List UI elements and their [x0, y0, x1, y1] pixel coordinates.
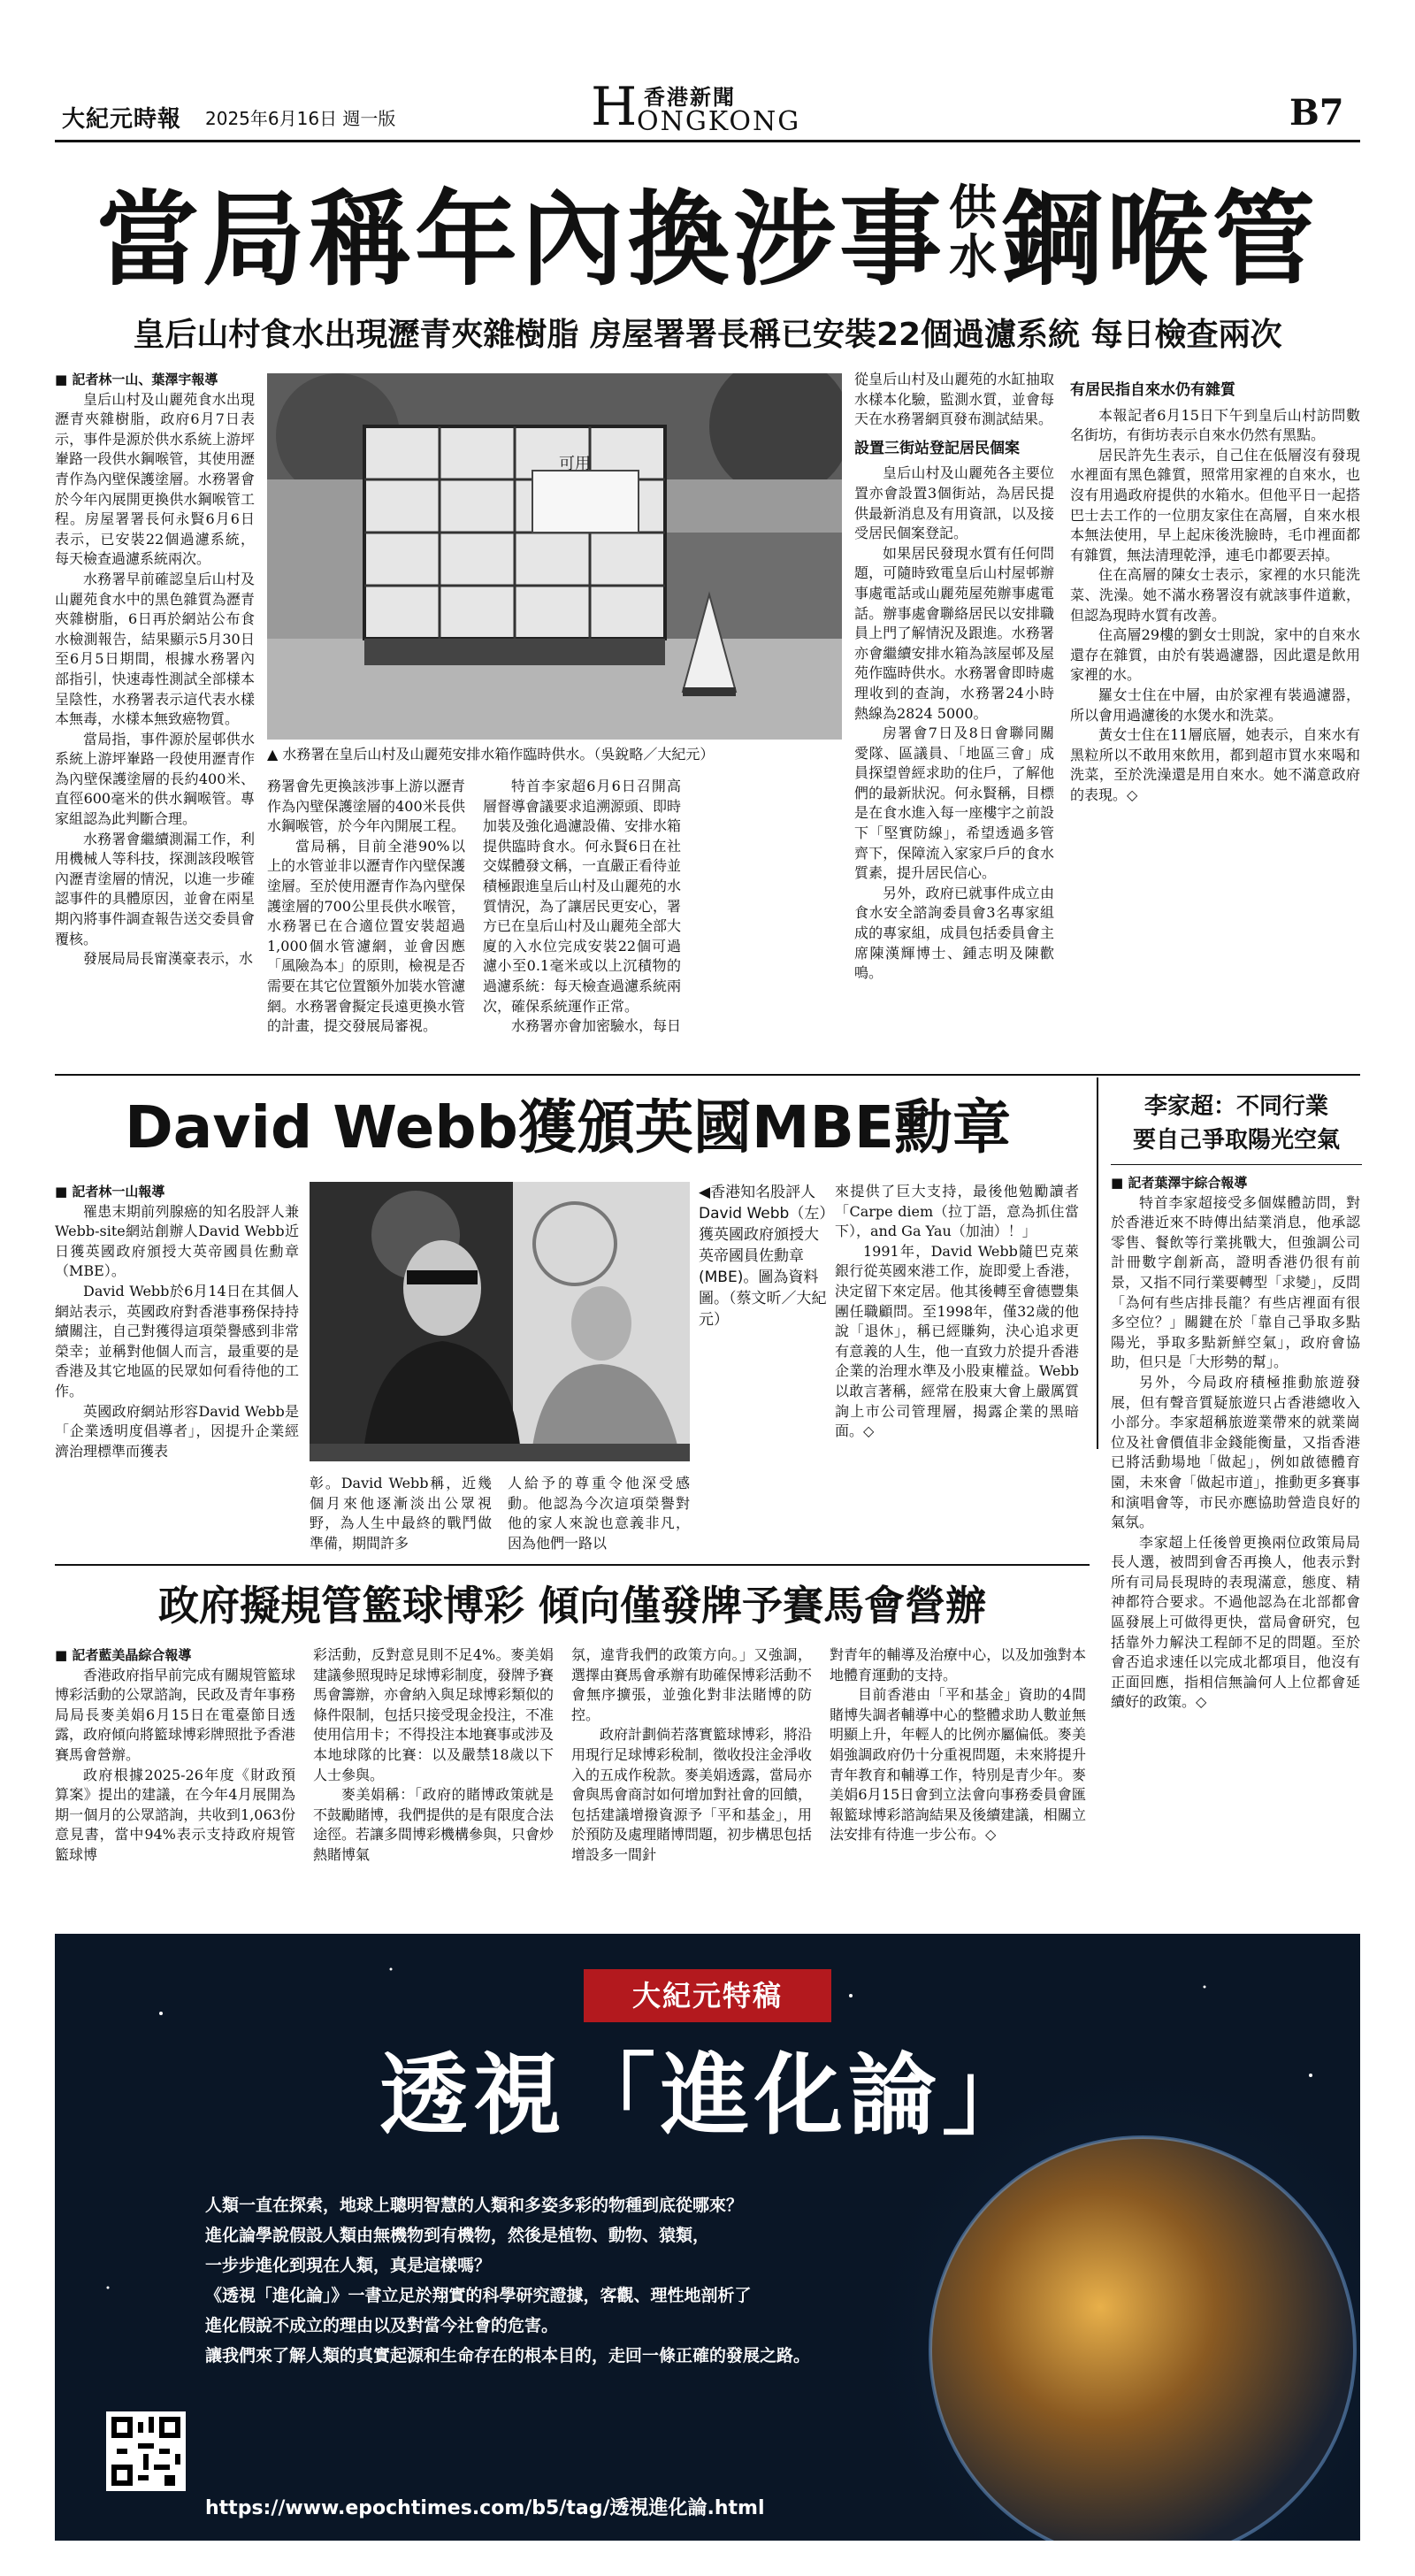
- paragraph: 罹患末期前列腺癌的知名股評人兼Webb-site網站創辦人David Webb近日獲英國政府頒授大英帝國員佐勳章（MBE）。: [55, 1202, 299, 1280]
- column-divider-vertical: [1097, 1077, 1098, 1449]
- ad-body: [205, 2190, 1001, 2371]
- paragraph: 水務署會繼續測漏工作，利用機械人等科技，探測該段喉管內瀝青塗層的情況，以進一步確認事件的具體原因，並會在兩星期內將事件調查報告送交委員會覆核。: [55, 830, 255, 947]
- issue-date: 2025年6月16日 週一版: [205, 108, 396, 129]
- page-number: B7: [1289, 92, 1344, 134]
- paragraph: 人給予的尊重令他深受感動。他認為今次這項榮譽對他的家人來說也意義非凡，因為他們一路以: [508, 1475, 690, 1552]
- paragraph: 皇后山村及山麗苑食水出現瀝青夾雜樹脂，政府6月7日表示，事件是源於供水系統上游坪輋路一段供水鋼喉管，其使用瀝青作為內壁保護塗層。水務署會於今年內展開更換供水鋼喉管工程。房屋署署長何永賢6月6日表示，已安裝22個過濾系統，每天檢查過濾系統兩次。: [55, 390, 255, 568]
- paragraph: 皇后山村及山麗苑各主要位置亦會設置3個街站，為居民提供最新消息及有用資訊，以及接受居民個案登記。: [854, 464, 1054, 542]
- paragraph: 從皇后山村及山麗苑的水缸抽取水樣本化驗，監測水質，並會每天在水務署網頁發布測試結果。: [854, 371, 1054, 428]
- paragraph: 香港政府指早前完成有關規管籃球博彩活動的公眾諮詢，民政及青年事務局局長麥美娟6月15日在電臺節目透露，政府傾向將籃球博彩牌照批予香港賽馬會營辦。: [55, 1666, 296, 1763]
- webb-photo-caption: ◀香港知名股評人David Webb（左）獲英國政府頒授大英帝國員佐勳章(MBE)。圖為資料圖。（蔡文昕／大紀元）: [699, 1184, 827, 1329]
- paragraph: 當局指，事件源於屋邨供水系統上游坪輋路一段使用瀝青作為內壁保護塗層的長約400米、直徑600毫米的供水鋼喉管。專家組認為此判斷合理。: [55, 730, 255, 828]
- paragraph: 特首李家超6月6日召開高層督導會議要求追溯源頭、即時加裝及強化過濾設備、安排水箱提供臨時食水。何永賢6日在社交媒體發文稱，一直嚴正看待並積極跟進皇后山村及山麗苑的水質情況，為了讓居民更安心，署方已在皇后山村及山麗苑全部大廈的入水位完成安裝22個可過濾小至0.1毫米或以上沉積物的過濾系統：每天檢查過濾系統兩次，確保系統運作正常。: [483, 778, 682, 1015]
- paragraph: 目前香港由「平和基金」資助的4間賭博失調者輔導中心的整體求助人數並無明顯上升，年輕人的比例亦屬偏低。麥美娟強調政府仍十分重視問題，未來將提升青年教育和輔導工作，特別是青少年。麥美娟6月15日會到立法會向事務委員會匯報籃球博彩諮詢結果及後續建議，相關立法安排有待進一步公布。◇: [830, 1686, 1086, 1844]
- webb-column-1: [55, 1182, 299, 1500]
- webb-photo-illustration: [310, 1182, 690, 1461]
- ad-body-line: 讓我們來了解人類的真實起源和生命存在的根本目的，走回一條正確的發展之路。: [205, 2346, 811, 2365]
- webb-column-4: [835, 1182, 1079, 1553]
- tank-sign-text: 可用: [559, 455, 591, 473]
- paragraph: 李家超上任後曾更換兩位政策局局長人選，被問到會否再換人，他表示對所有司局長現時的表現滿意，態度、精神都符合要求。不過他認為在北部都會區發展上可做得更快，當局會研究，包括靠外力解決工程師不足的問題。至於會否追求速任以完成北都項目，他沒有正面回應，指相信無論何人上位都會延續好的政策。◇: [1111, 1533, 1360, 1711]
- lead-headline: [0, 157, 1415, 300]
- paragraph: 氛，違背我們的政策方向。」又強調，選擇由賽馬會承辦有助確保博彩活動不會無序擴張，並強化對非法賭博的防控。: [571, 1646, 813, 1723]
- lead-column-3: [483, 777, 681, 1051]
- webb-column-3: [508, 1474, 690, 1553]
- section-title-en: ONGKONG: [637, 106, 801, 137]
- lead-headline-part2: 鋼喉管: [1000, 180, 1319, 300]
- paragraph: 政府計劃倘若落實籃球博彩，將沿用現行足球博彩稅制，徵收投注金淨收入的五成作稅款。麥美娟透露，當局亦會與馬會商討如何增加對社會的回饋，包括建議增撥資源予「平和基金」，用於預防及處理賭博問題，初步構思包括增設多一間針: [571, 1726, 813, 1863]
- paragraph: 發展局局長甯漢豪表示，水: [83, 950, 254, 968]
- ad-body-line: 人類一直在探索，地球上聰明智慧的人類和多姿多彩的物種到底從哪來？: [205, 2196, 744, 2215]
- section-divider: [55, 1074, 1360, 1076]
- webb-photo: [310, 1182, 690, 1461]
- paragraph: 特首李家超接受多個媒體訪問，對於香港近來不時傳出結業消息，他承認零售、餐飲等行業挑戰大，但強調公司計冊數字創新高，證明香港仍很有前景，又指不同行業要轉型「求變」，反問「為何有些店排長龍？有些店裡面有很多空位？」關鍵在於「靠自己爭取多點陽光，爭取多點新鮮空氣」，政府會協助，但只是「大形勢的幫」。: [1111, 1193, 1360, 1371]
- masthead-rule: [55, 140, 1360, 142]
- paragraph: 政府根據2025-26年度《財政預算案》提出的建議，在今年4月展開為期一個月的公眾諮詢，共收到1,063份意見書，當中94%表示支持政府規管籃球博: [55, 1766, 295, 1863]
- qr-code-icon: [111, 2417, 180, 2486]
- lead-headline-small-top: 供: [949, 178, 997, 235]
- section-title-cn: 香港新聞: [644, 85, 736, 110]
- webb-byline: ■ 記者林一山報導: [55, 1184, 165, 1200]
- water-tank-illustration: [267, 373, 842, 740]
- bet-byline: ■ 記者藍美晶綜合報導: [55, 1647, 192, 1663]
- paragraph: 當局稱，目前全港90%以上的水管並非以瀝青作內壁保護塗層。至於使用瀝青作為內壁保護塗層的700公里長供水喉管，水務署已在合適位置安裝超過1,000個水管濾網，並會因應「風險為本」的原則，檢視是否需要在其它位置額外加裝水管濾網。水務署會擬定長遠更換水管的計畫，提交發展局審視。: [267, 837, 466, 1035]
- paragraph: 麥美娟稱：「政府的賭博政策就是不鼓勵賭博，我們提供的是有限度合法途徑。若讓多間博彩機構參與，只會炒熱賭博氣: [313, 1786, 555, 1863]
- side-headline: [1111, 1090, 1362, 1157]
- paragraph: 水務署早前確認皇后山村及山麗苑食水中的黑色雜質為瀝青夾雜樹脂，6日再於網站公布食水檢測報告，結果顯示5月30日至6月5日期間，根據水務署內部指引，快速毒性測試全部樣本呈陰性，水務署表示這代表水樣本無毒，水樣本無致癌物質。: [55, 570, 255, 728]
- lead-headline-stack: [949, 178, 997, 285]
- bet-column-1: [55, 1645, 295, 1911]
- paragraph: 彰。David Webb稱，近幾個月來他逐漸淡出公眾視野，為人生中最終的戰鬥做準備，期間許多: [310, 1475, 492, 1552]
- paragraph: 英國政府網站形容David Webb是「企業透明度倡導者」，因提升企業經濟治理標準而獲表: [55, 1402, 299, 1460]
- paragraph: 本報記者6月15日下午到皇后山村訪問數名街坊，有街坊表示自來水仍然有黑點。: [1070, 406, 1360, 444]
- ad-title: 透視「進化論」: [379, 2043, 1036, 2147]
- paragraph: 1991年，David Webb隨巴克萊銀行從英國來港工作，旋即愛上香港，決定留下來定居。他其後轉至會德豐集團任職顧問。至1998年，僅32歲的他說「退休」，稱已經賺夠，決心追求更有意義的人生，他一直致力於提升香港企業的治理水準及小股東權益。Webb以敢言著稱，經常在股東大會上嚴厲質詢上市公司管理層，揭露企業的黑暗面。◇: [835, 1242, 1079, 1440]
- bet-headline: 政府擬規管籃球博彩 傾向僅發牌予賽馬會營辦: [157, 1582, 986, 1629]
- section-letter-h: H: [591, 76, 638, 138]
- paragraph: 羅女士住在中層，由於家裡有裝過濾器，所以會用過濾後的水煲水和洗菜。: [1070, 686, 1360, 724]
- lead-column-1: [55, 370, 255, 1051]
- paragraph: 另外，政府已就事件成立由食水安全諮詢委員會3名專家組成的專家組，成員包括委員會主席陳漢輝博士、鍾志明及陳歡鳴。: [854, 884, 1054, 982]
- paragraph: 彩活動，反對意見則不足4%。麥美娟建議參照現時足球博彩制度，發牌予賽馬會籌辦，亦會納入與足球博彩類似的條件限制，包括只接受現金投注，不准使用信用卡；不得投注本地賽事或涉及本地球隊的比賽：以及嚴禁18歲以下人士參與。: [313, 1646, 555, 1783]
- lead-subheading-residents: 有居民指自來水仍有雜質: [1070, 381, 1235, 399]
- bet-column-3: [571, 1645, 812, 1911]
- ad-body-line: 進化論學說假設人類由無機物到有機物，然後是植物、動物、猿類，: [205, 2226, 710, 2245]
- webb-headline: David Webb獲頒英國MBE勳章: [125, 1093, 1011, 1162]
- side-headline-line1: 李家超：不同行業: [1143, 1093, 1328, 1120]
- bet-column-4: [830, 1645, 1086, 1911]
- side-headline-rule: [1111, 1164, 1362, 1165]
- paragraph: 如果居民發現水質有任何問題，可隨時致電皇后山村屋邨辦事處電話或山麗苑屋苑辦事處電話。辦事處會聯絡居民以安排職員上門了解情況及跟進。水務署亦會繼續安排水箱為該屋邨及屋苑作臨時供水。水務署會即時處理收到的查詢，水務署24小時熱線為2824 5000。: [854, 544, 1054, 722]
- lead-photo: [267, 373, 842, 740]
- side-column: [1111, 1173, 1360, 1934]
- paragraph: 水務署亦會加密驗水，每日: [511, 1017, 682, 1035]
- side-byline: ■ 記者葉澤宇綜合報導: [1111, 1175, 1248, 1191]
- paragraph: 對青年的輔導及治療中心，以及加強對本地體育運動的支持。: [830, 1646, 1086, 1683]
- paragraph: 住在高層的陳女士表示，家裡的水只能洗菜、洗澡。她不滿水務署沒有就該事件道歉，但認為現時水質有改善。: [1070, 566, 1360, 624]
- lead-headline-small-bottom: 水: [949, 227, 997, 285]
- ad-body-line: 一步步進化到現在人類，真是這樣嗎？: [205, 2256, 492, 2275]
- lead-headline-part1: 當局稱年內換涉事: [96, 180, 945, 300]
- paragraph: David Webb於6月14日在其個人網站表示，英國政府對香港事務保持持續關注，自己對獲得這項榮譽感到非常榮幸；並稱對他個人而言，最重要的是香港及其它地區的民眾如何看待他的工作。: [55, 1282, 299, 1399]
- ad-body-line: 進化假說不成立的理由以及對當今社會的危害。: [205, 2316, 559, 2335]
- paragraph: 另外，今局政府積極推動旅遊發展，但有聲音質疑旅遊只占香港總收入小部分。李家超稱旅遊業帶來的就業崗位及社會價值非金錢能衡量，又指香港已將活動場地「做起」，例如啟德體育園，未來會「做起市道」，推動更多賽事和演唱會等，市民亦應協助營造良好的氣氛。: [1111, 1373, 1360, 1531]
- lead-subhead: 皇后山村食水出現瀝青夾雜樹脂 房屋署署長稱已安裝22個過濾系統 每日檢查兩次: [133, 317, 1282, 353]
- lead-column-4: [854, 370, 1054, 1051]
- paragraph: 住高層29樓的劉女士則說，家中的自來水還存在雜質，由於有裝過濾器，因此還是飲用家裡的水。: [1070, 626, 1360, 684]
- lead-column-5: [1070, 380, 1360, 1053]
- section-divider: [55, 1564, 1090, 1566]
- section-logo: [591, 76, 883, 138]
- lead-byline: ■ 記者林一山、葉澤宇報導: [55, 372, 218, 387]
- paragraph: 來提供了巨大支持，最後他勉勵讀者「Carpe diem（拉丁語，意為抓住當下），and Ga Yau（加油）！」: [835, 1183, 1079, 1240]
- ad-body-line: 《透視「進化論」》一書立足於翔實的科學研究證據，客觀、理性地剖析了: [205, 2286, 752, 2305]
- paragraph: 務署會先更換該涉事上游以瀝青作為內壁保護塗層的400米長供水鋼喉管，於今年內開展工程。: [267, 778, 466, 835]
- paragraph: 黃女士住在11層底層，她表示，自來水有黑粒所以不敢用來飲用，都到超市買水來喝和洗菜，至於洗澡還是用自來水。她不滿意政府的表現。◇: [1070, 726, 1360, 803]
- lead-photo-caption: ▲ 水務署在皇后山村及山麗苑安排水箱作臨時供水。（吳銳略／大紀元）: [267, 746, 715, 763]
- lead-subheading-street-booths: 設置三街站登記居民個案: [854, 439, 1020, 457]
- ad-badge: 大紀元特稿: [584, 1969, 831, 2022]
- side-headline-line2: 要自己爭取陽光空氣: [1132, 1127, 1340, 1154]
- webb-column-2: [310, 1474, 492, 1553]
- paper-name: 大紀元時報: [62, 106, 182, 133]
- qr-code[interactable]: [106, 2411, 186, 2491]
- masthead: [0, 0, 1415, 142]
- paragraph: 居民許先生表示，自己住在低層沒有發現水裡面有黑色雜質，照常用家裡的自來水，也沒有用過政府提供的水箱水。但他平日一起搭巴士去工作的一位朋友家住在高層，自來水根本無法使用，早上起床後洗臉時，毛巾裡面都有雜質，無法清理乾淨，連毛巾都要丟掉。: [1070, 446, 1360, 564]
- lead-column-2: [267, 777, 465, 1051]
- paragraph: 房署會7日及8日會聯同關愛隊、區議員、「地區三會」成員探望曾經求助的住戶，了解他們的最新狀況。何永賢稱，目標是在食水進入每一座樓宇之前設下「堅實防線」，希望透過多管齊下，保障流入家家戶戶的食水質素，提升居民信心。: [854, 724, 1054, 882]
- ad-banner[interactable]: [55, 1934, 1360, 2541]
- ad-url-link[interactable]: https://www.epochtimes.com/b5/tag/透視進化論.html: [205, 2497, 765, 2519]
- bet-column-2: [313, 1645, 554, 1911]
